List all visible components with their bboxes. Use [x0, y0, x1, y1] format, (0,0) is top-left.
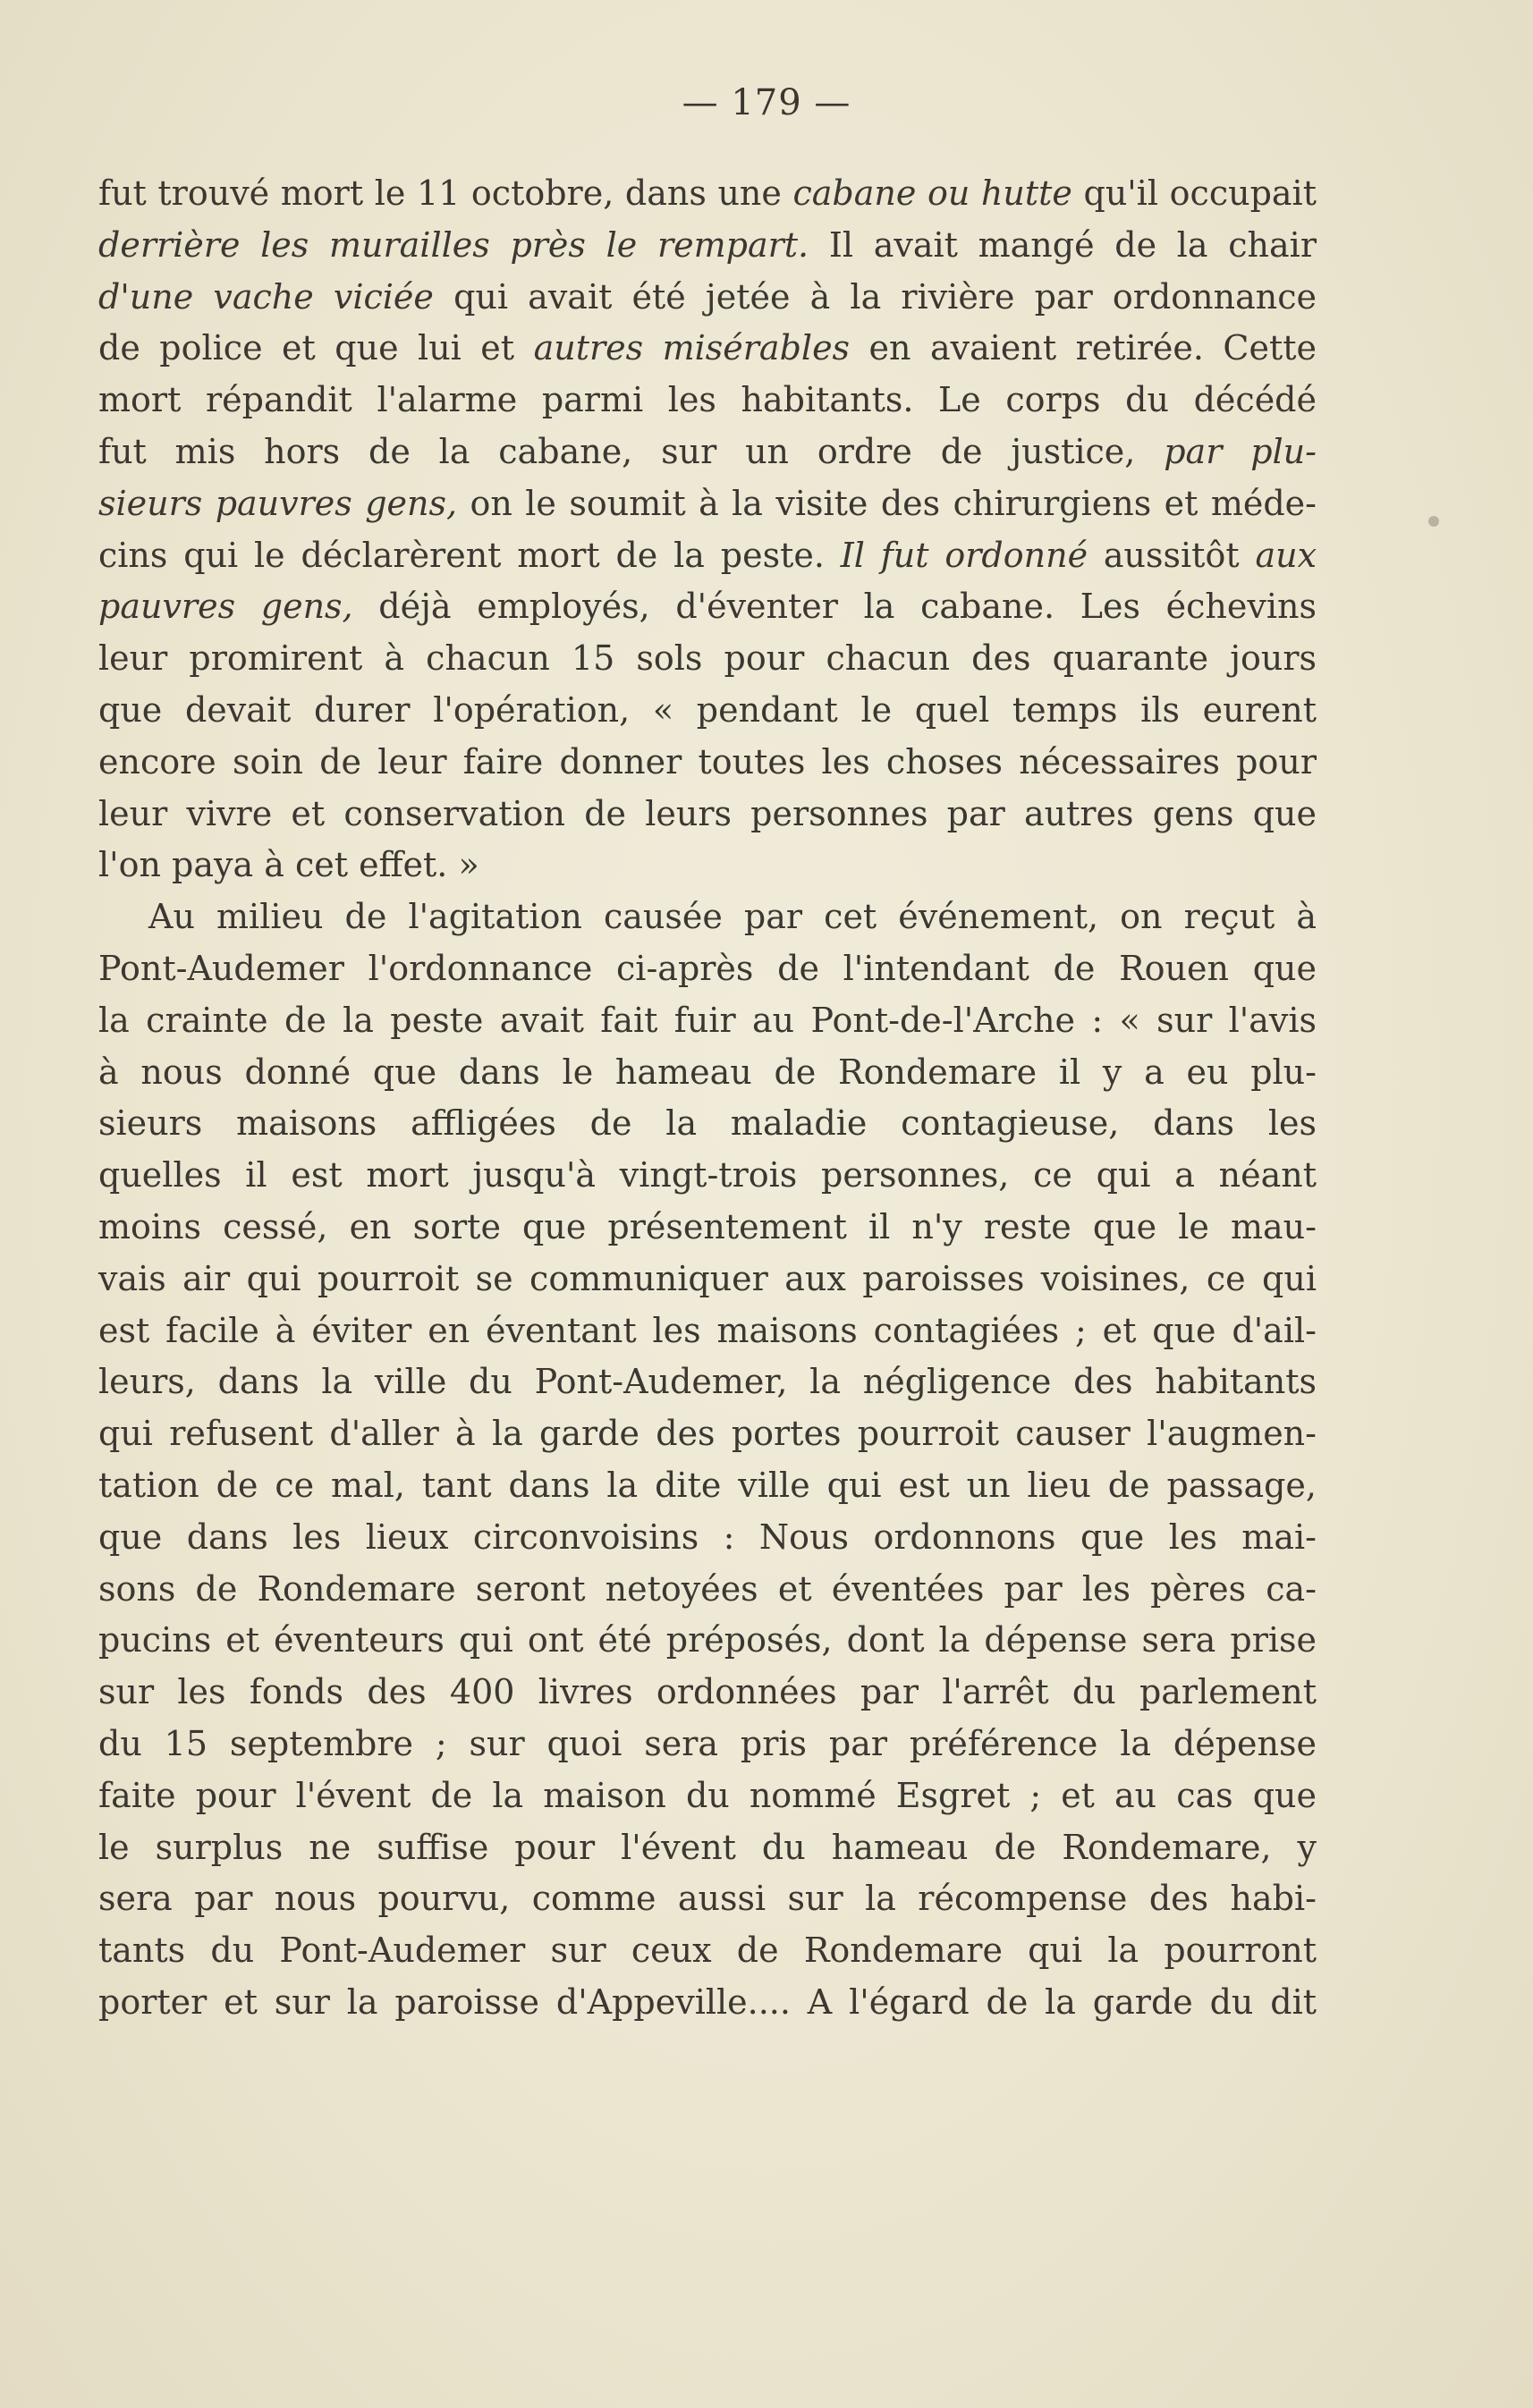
text-line: pucins et éventeurs qui ont été préposés, dont la dépense sera prise: [98, 1620, 1317, 1660]
text-line: leur promirent à chacun 15 sols pour chacun des quarante jours: [98, 638, 1317, 679]
paragraph-1: [98, 168, 1317, 891]
text-line: faite pour l'évent de la maison du nommé Esgret ; et au cas que: [98, 1775, 1317, 1815]
text-line: tants du Pont-Audemer sur ceux de Rondemare qui la pourront: [98, 1931, 1317, 1971]
text-line: leurs, dans la ville du Pont-Audemer, la négligence des habitants: [98, 1362, 1317, 1402]
text-line: mort répandit l'alarme parmi les habitants. Le corps du décédé: [98, 380, 1317, 420]
text-line: qui refusent d'aller à la garde des portes pourroit causer l'augmen-: [98, 1414, 1317, 1454]
text-line: Au milieu de l'agitation causée par cet événement, on reçut à: [148, 897, 1317, 937]
text-line: moins cessé, en sorte que présentement il n'y reste que le mau-: [98, 1206, 1317, 1246]
paragraph-2: [98, 891, 1317, 2029]
text-line: à nous donné que dans le hameau de Rondemare il y a eu plu-: [98, 1052, 1317, 1092]
text-line: derrière les murailles près le rempart. Il avait mangé de la chair: [98, 224, 1317, 265]
text-line: encore soin de leur faire donner toutes les choses nécessaires pour: [98, 741, 1317, 782]
paper-speck-mark: [1428, 516, 1439, 527]
text-line: fut trouvé mort le 11 octobre, dans une cabane ou hutte qu'il occupait: [98, 173, 1317, 213]
page-number: — 179 —: [682, 82, 851, 123]
body-text: [98, 168, 1317, 2029]
text-line: sons de Rondemare seront netoyées et éventées par les pères ca-: [98, 1568, 1317, 1609]
text-line: le surplus ne suffise pour l'évent du hameau de Rondemare, y: [98, 1827, 1317, 1867]
text-line: Pont-Audemer l'ordonnance ci-après de l'intendant de Rouen que: [98, 948, 1317, 988]
text-line: pauvres gens, déjà employés, d'éventer la cabane. Les échevins: [98, 587, 1317, 627]
text-line: sieurs pauvres gens, on le soumit à la visite des chirurgiens et méde-: [98, 483, 1317, 523]
text-line: quelles il est mort jusqu'à vingt-trois personnes, ce qui a néant: [98, 1155, 1317, 1196]
text-line: que devait durer l'opération, « pendant le quel temps ils eurent: [98, 689, 1317, 730]
text-line: fut mis hors de la cabane, sur un ordre de justice, par plu-: [98, 431, 1317, 471]
text-line: que dans les lieux circonvoisins : Nous ordonnons que les mai-: [98, 1517, 1317, 1557]
text-line: leur vivre et conservation de leurs personnes par autres gens que: [98, 793, 1317, 833]
text-line: cins qui le déclarèrent mort de la peste. Il fut ordonné aussitôt aux: [98, 535, 1317, 575]
text-line: d'une vache viciée qui avait été jetée à la rivière par ordonnance: [98, 276, 1317, 317]
text-line: sur les fonds des 400 livres ordonnées par l'arrêt du parlement: [98, 1672, 1317, 1712]
text-line: est facile à éviter en éventant les maisons contagiées ; et que d'ail-: [98, 1310, 1317, 1350]
text-line: porter et sur la paroisse d'Appeville.... A l'égard de la garde du dit: [98, 1981, 1317, 2022]
text-line: l'on paya à cet effet. »: [98, 845, 479, 885]
text-line: sera par nous pourvu, comme aussi sur la récompense des habi-: [98, 1879, 1317, 1919]
text-line: de police et que lui et autres misérables en avaient retirée. Cette: [98, 328, 1317, 368]
text-line: la crainte de la peste avait fait fuir au Pont-de-l'Arche : « sur l'avis: [98, 1000, 1317, 1040]
text-line: tation de ce mal, tant dans la dite ville qui est un lieu de passage,: [98, 1465, 1317, 1505]
text-line: vais air qui pourroit se communiquer aux paroisses voisines, ce qui: [98, 1258, 1317, 1298]
text-line: du 15 septembre ; sur quoi sera pris par préférence la dépense: [98, 1723, 1317, 1763]
text-line: sieurs maisons affligées de la maladie contagieuse, dans les: [98, 1103, 1317, 1144]
